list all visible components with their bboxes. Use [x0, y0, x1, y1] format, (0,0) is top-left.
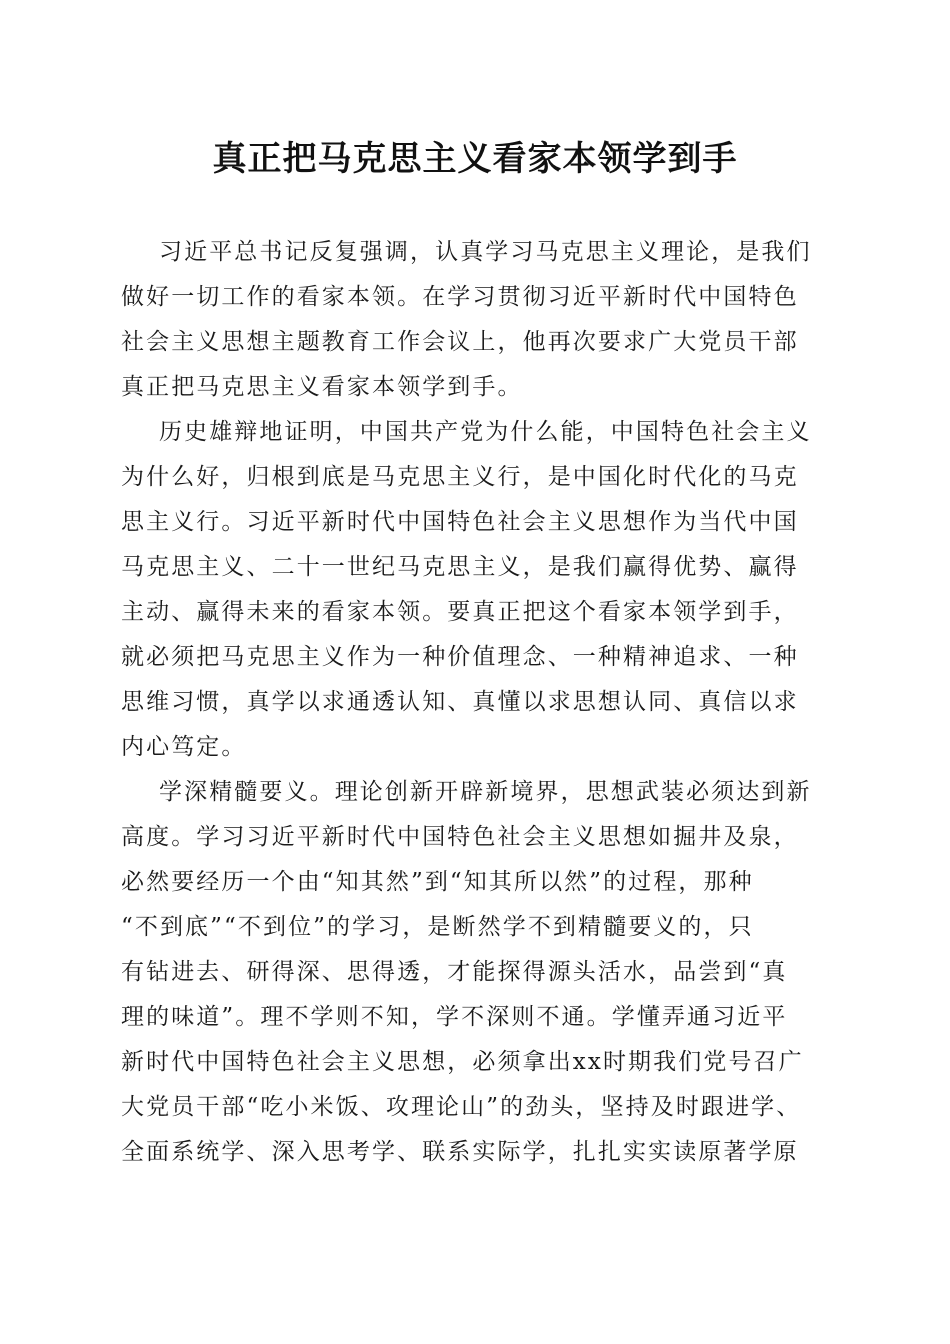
text-line: 做好一切工作的看家本领。在学习贯彻习近平新时代中国特色 — [121, 284, 799, 310]
text-line: 思维习惯，真学以求通透认知、真懂以求思想认同、真信以求 — [121, 689, 799, 715]
paragraph-3 — [121, 770, 841, 1175]
text-line: 新时代中国特色社会主义思想，必须拿出xx时期我们党号召广 — [121, 1049, 804, 1075]
text-line: 主动、赢得未来的看家本领。要真正把这个看家本领学到手， — [121, 599, 799, 625]
text-line: 全面系统学、深入思考学、联系实际学，扎扎实实读原著学原 — [121, 1139, 799, 1165]
text-line: 内心笃定。 — [121, 734, 247, 760]
document-body — [121, 230, 841, 1175]
text-line: 学深精髓要义。理论创新开辟新境界，思想武装必须达到新 — [159, 779, 812, 805]
text-line: 理的味道”。理不学则不知，学不深则不通。学懂弄通习近平 — [121, 1004, 788, 1030]
text-line: 习近平总书记反复强调，认真学习马克思主义理论，是我们 — [159, 239, 812, 265]
text-line: 历史雄辩地证明，中国共产党为什么能，中国特色社会主义 — [159, 419, 812, 445]
text-line: 社会主义思想主题教育工作会议上，他再次要求广大党员干部 — [121, 329, 799, 355]
paragraph-1 — [121, 230, 841, 410]
text-line: 马克思主义、二十一世纪马克思主义，是我们赢得优势、赢得 — [121, 554, 799, 580]
text-line: 就必须把马克思主义作为一种价值理念、一种精神追求、一种 — [121, 644, 799, 670]
text-line: 思主义行。习近平新时代中国特色社会主义思想作为当代中国 — [121, 509, 799, 535]
text-line: “不到底”“不到位”的学习，是断然学不到精髓要义的，只 — [121, 914, 754, 940]
document-title: 真正把马克思主义看家本领学到手 — [212, 139, 738, 179]
text-line: 高度。学习习近平新时代中国特色社会主义思想如掘井及泉， — [121, 824, 799, 850]
text-line: 必然要经历一个由“知其然”到“知其所以然”的过程，那种 — [121, 869, 754, 895]
text-line: 为什么好，归根到底是马克思主义行，是中国化时代化的马克 — [121, 464, 799, 490]
text-line: 有钻进去、研得深、思得透，才能探得源头活水，品尝到“真 — [121, 959, 788, 985]
text-line: 真正把马克思主义看家本领学到手。 — [121, 374, 523, 400]
paragraph-2 — [121, 410, 841, 770]
text-line: 大党员干部“吃小米饭、攻理论山”的劲头，坚持及时跟进学、 — [121, 1094, 802, 1120]
